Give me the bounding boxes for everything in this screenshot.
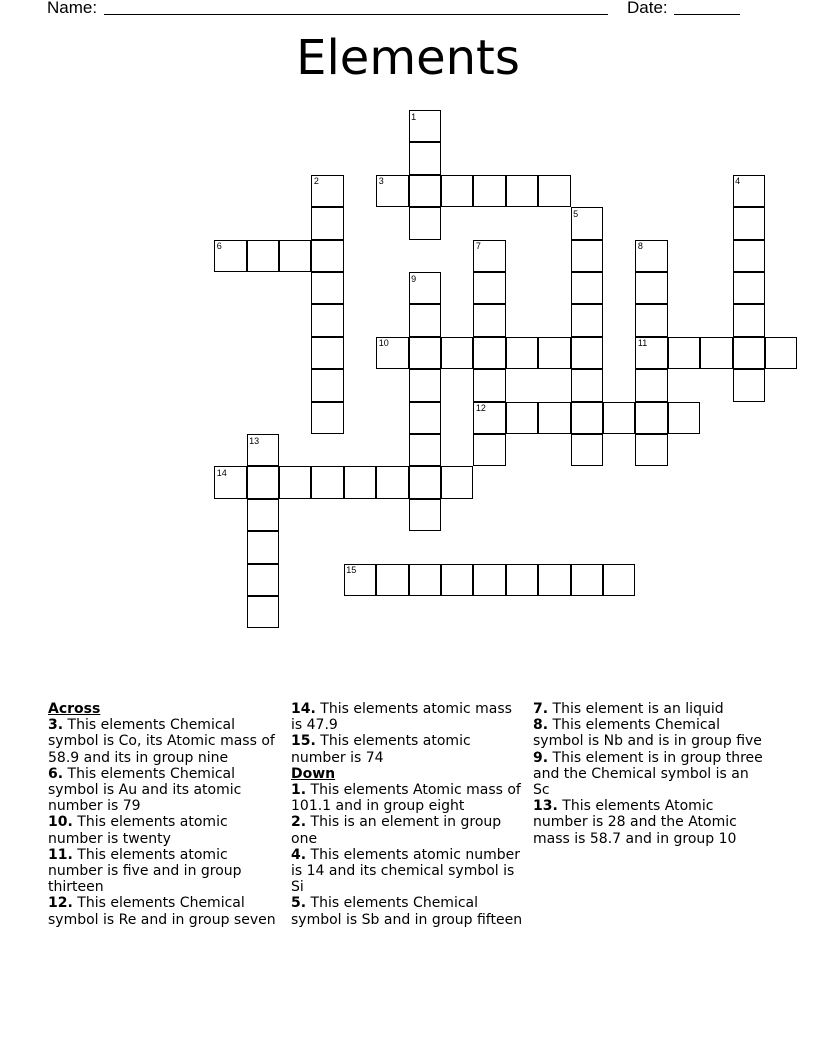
grid-cell[interactable] — [409, 369, 441, 401]
grid-cell[interactable] — [247, 240, 279, 272]
grid-cell[interactable] — [538, 402, 570, 434]
grid-cell[interactable] — [311, 369, 343, 401]
grid-cell[interactable] — [409, 564, 441, 596]
clue-across-10 — [48, 814, 286, 846]
clue-down-7 — [533, 701, 769, 717]
clue-number: 10. — [48, 814, 73, 831]
grid-cell[interactable] — [279, 240, 311, 272]
clue-across-15 — [291, 733, 527, 765]
name-label: Name: — [47, 0, 98, 17]
grid-cell[interactable] — [473, 434, 505, 466]
grid-cell[interactable] — [473, 272, 505, 304]
grid-cell[interactable] — [733, 240, 765, 272]
clue-number-label: 3 — [378, 176, 384, 187]
grid-cell[interactable] — [441, 466, 473, 498]
clue-column-3 — [533, 701, 769, 847]
clue-number: 6. — [48, 765, 64, 782]
clue-text: This elements Chemical symbol is Nb and is in group five — [533, 717, 762, 750]
clue-down-2 — [291, 814, 527, 846]
grid-cell[interactable] — [473, 175, 505, 207]
clue-number-label: 11 — [637, 338, 648, 349]
clue-number-label: 8 — [637, 241, 643, 252]
across-heading: Across — [48, 701, 101, 717]
grid-cell[interactable] — [473, 369, 505, 401]
grid-cell[interactable] — [538, 564, 570, 596]
clue-number: 14. — [291, 701, 316, 717]
grid-cell[interactable] — [247, 596, 279, 628]
clue-number: 8. — [533, 717, 549, 734]
grid-cell[interactable] — [473, 337, 505, 369]
clue-number-label: 5 — [573, 208, 579, 219]
clue-number-label: 9 — [411, 273, 417, 284]
grid-cell[interactable] — [376, 466, 408, 498]
clue-number-label: 15 — [346, 565, 357, 576]
clue-down-1 — [291, 782, 527, 814]
clue-number-label: 14 — [216, 467, 227, 478]
clue-number-label: 12 — [475, 403, 486, 414]
grid-cell[interactable] — [247, 499, 279, 531]
clue-text: This element is in group three and the Chemical symbol is an Sc — [533, 749, 763, 799]
grid-cell[interactable] — [409, 337, 441, 369]
grid-cell[interactable] — [311, 304, 343, 336]
clue-number-label: 2 — [313, 176, 319, 187]
down-heading: Down — [291, 765, 336, 782]
grid-cell[interactable] — [571, 402, 603, 434]
grid-cell[interactable] — [311, 272, 343, 304]
puzzle-title: Elements — [296, 30, 520, 86]
clue-column-1 — [48, 701, 286, 928]
clue-text: This element is an liquid — [552, 701, 724, 717]
grid-cell[interactable] — [506, 175, 538, 207]
grid-cell[interactable] — [279, 466, 311, 498]
grid-cell[interactable] — [409, 175, 441, 207]
clue-number-label: 4 — [735, 176, 741, 187]
clue-number-label: 6 — [216, 241, 222, 252]
clue-across-3 — [48, 717, 286, 766]
grid-cell[interactable] — [668, 402, 700, 434]
grid-cell[interactable] — [603, 564, 635, 596]
grid-cell[interactable] — [311, 466, 343, 498]
clue-text: This elements Atomic mass of 101.1 and in group eight — [291, 782, 521, 815]
clue-number: 1. — [291, 782, 307, 799]
grid-cell[interactable] — [538, 175, 570, 207]
grid-cell[interactable] — [538, 337, 570, 369]
grid-cell[interactable] — [247, 564, 279, 596]
grid-cell[interactable] — [247, 466, 279, 498]
clue-text: This elements Chemical symbol is Co, its Atomic mass of 58.9 and its in group nine — [48, 717, 275, 766]
grid-cell[interactable] — [311, 240, 343, 272]
grid-cell[interactable] — [311, 207, 343, 239]
grid-cell[interactable] — [506, 402, 538, 434]
clue-number: 4. — [291, 846, 307, 863]
grid-cell[interactable] — [765, 337, 797, 369]
grid-cell[interactable] — [733, 272, 765, 304]
clue-text: This elements atomic number is twenty — [48, 814, 228, 847]
clue-number-label: 13 — [249, 435, 260, 446]
grid-cell[interactable] — [571, 240, 603, 272]
grid-cell[interactable] — [409, 466, 441, 498]
grid-cell[interactable] — [247, 531, 279, 563]
grid-cell[interactable] — [700, 337, 732, 369]
clue-number: 11. — [48, 846, 73, 863]
clue-down-5 — [291, 895, 527, 927]
grid-cell[interactable] — [635, 369, 667, 401]
clue-number: 3. — [48, 717, 64, 734]
clue-number-label: 7 — [475, 241, 481, 252]
grid-cell[interactable] — [409, 434, 441, 466]
clue-number-label: 10 — [378, 338, 389, 349]
clue-across-12 — [48, 895, 286, 927]
grid-cell[interactable] — [376, 564, 408, 596]
clue-text: This is an element in group one — [291, 814, 502, 847]
clue-text: This elements Chemical symbol is Au and its atomic number is 79 — [48, 765, 242, 815]
grid-cell[interactable] — [311, 402, 343, 434]
clue-text: This elements atomic mass is 47.9 — [291, 701, 512, 734]
grid-cell[interactable] — [733, 369, 765, 401]
grid-cell[interactable] — [733, 207, 765, 239]
clue-number: 2. — [291, 814, 307, 831]
clue-text: This elements atomic number is 14 and its chemical symbol is Si — [291, 846, 520, 896]
clue-across-6 — [48, 766, 286, 815]
grid-cell[interactable] — [571, 369, 603, 401]
clue-column-2 — [291, 701, 527, 928]
clue-number: 7. — [533, 701, 549, 717]
clue-text: This elements Chemical symbol is Re and in group seven — [48, 895, 276, 928]
clue-text: This elements Chemical symbol is Sb and in group fifteen — [291, 895, 523, 928]
clue-across-14 — [291, 701, 527, 733]
clue-down-8 — [533, 717, 769, 749]
grid-cell[interactable] — [311, 337, 343, 369]
clue-text: This elements atomic number is five and in group thirteen — [48, 846, 242, 896]
grid-cell[interactable] — [571, 564, 603, 596]
clue-down-13 — [533, 798, 769, 847]
grid-cell[interactable] — [571, 272, 603, 304]
clue-number-label: 1 — [411, 111, 417, 122]
grid-cell[interactable] — [571, 337, 603, 369]
grid-cell[interactable] — [409, 499, 441, 531]
grid-cell[interactable] — [506, 564, 538, 596]
grid-cell[interactable] — [441, 175, 473, 207]
grid-cell[interactable] — [409, 304, 441, 336]
grid-cell[interactable] — [668, 337, 700, 369]
clue-number: 5. — [291, 895, 307, 912]
grid-cell[interactable] — [635, 402, 667, 434]
clue-down-4 — [291, 847, 527, 896]
grid-cell[interactable] — [441, 564, 473, 596]
grid-cell[interactable] — [733, 304, 765, 336]
clue-number: 12. — [48, 895, 73, 912]
clue-text: This elements Atomic number is 28 and the Atomic mass is 58.7 and in group 10 — [533, 798, 737, 847]
grid-cell[interactable] — [571, 434, 603, 466]
grid-cell[interactable] — [409, 402, 441, 434]
clue-number: 9. — [533, 749, 549, 766]
grid-cell[interactable] — [635, 272, 667, 304]
grid-cell[interactable] — [344, 466, 376, 498]
grid-cell[interactable] — [441, 337, 473, 369]
grid-cell[interactable] — [733, 337, 765, 369]
grid-cell[interactable] — [409, 142, 441, 174]
grid-cell[interactable] — [635, 304, 667, 336]
grid-cell[interactable] — [506, 337, 538, 369]
clue-down-9 — [533, 750, 769, 799]
date-label: Date: — [627, 0, 668, 17]
grid-cell[interactable] — [473, 564, 505, 596]
grid-cell[interactable] — [473, 304, 505, 336]
clue-text: This elements atomic number is 74 — [291, 733, 471, 766]
clue-number: 15. — [291, 733, 316, 750]
clue-across-11 — [48, 847, 286, 896]
grid-cell[interactable] — [409, 207, 441, 239]
grid-cell[interactable] — [635, 434, 667, 466]
clue-number: 13. — [533, 798, 558, 815]
grid-cell[interactable] — [603, 402, 635, 434]
grid-cell[interactable] — [571, 304, 603, 336]
